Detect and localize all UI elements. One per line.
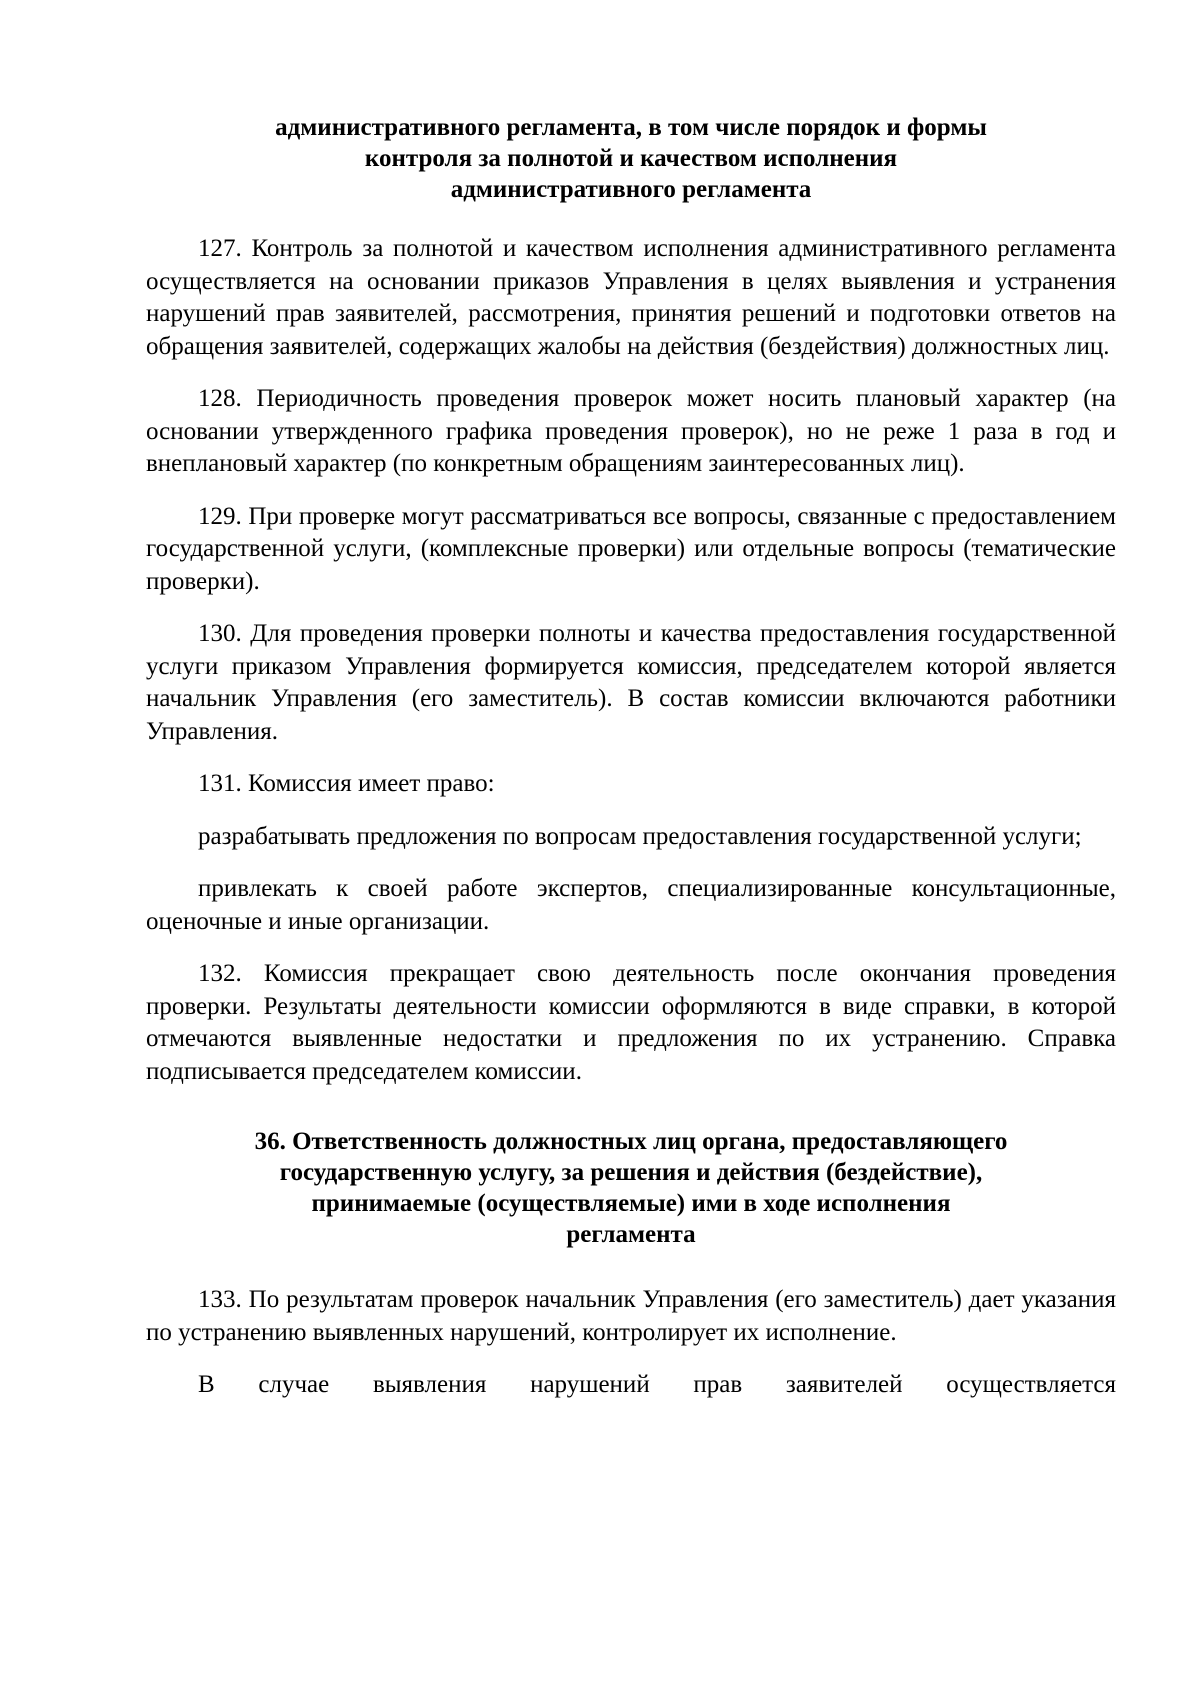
paragraph-129: 129. При проверке могут рассматриваться все вопросы, связанные с предоставлением государственной услуги, (комплексные проверки) или отдельные вопросы (тематические проверки). — [146, 502, 1116, 595]
paragraph-133-continued: В случае выявления нарушений прав заявителей осуществляется — [198, 1371, 1116, 1398]
heading-line: государственную услугу, за решения и действия (бездействие), — [279, 1159, 983, 1186]
paragraph-128: 128. Периодичность проведения проверок может носить плановый характер (на основании утвержденного графика проведения проверок), но не реже 1 раза в год и внеплановый характер (по конкретным обращениям заинтересованных лиц). — [146, 385, 1116, 477]
heading-line: административного регламента, в том числе порядок и формы — [275, 114, 987, 141]
heading-line: контроля за полнотой и качеством исполнения — [364, 145, 898, 172]
paragraph-131: 131. Комиссия имеет право: — [198, 770, 495, 797]
heading-line: административного регламента — [450, 176, 812, 203]
paragraph-131-item-1: разрабатывать предложения по вопросам предоставления государственной услуги; — [198, 822, 1082, 850]
paragraph-130: 130. Для проведения проверки полноты и качества предоставления государственной услуги приказом Управления формируется комиссия, председателем которой является начальник Управления (его заместитель). В состав комиссии включаются работники Управления. — [146, 620, 1116, 745]
paragraph-132: 132. Комиссия прекращает свою деятельность после окончания проведения проверки. Результаты деятельности комиссии оформляются в виде справки, в которой отмечаются выявленные недостатки и предложения по их устранению. Справка подписывается председателем комиссии. — [146, 960, 1116, 1085]
paragraph-127: 127. Контроль за полнотой и качеством исполнения административного регламента осуществляется на основании приказов Управления в целях выявления и устранения нарушений прав заявителей, рассмотрения, принятия решений и подготовки ответов на обращения заявителей, содержащих жалобы на действия (бездействия) должностных лиц. — [146, 235, 1116, 360]
heading-line: 36. Ответственность должностных лиц органа, предоставляющего — [254, 1128, 1008, 1155]
heading-line: принимаемые (осуществляемые) ими в ходе исполнения — [311, 1190, 951, 1217]
heading-line: регламента — [566, 1221, 696, 1248]
paragraph-133: 133. По результатам проверок начальник Управления (его заместитель) дает указания по устранению выявленных нарушений, контролирует их исполнение. — [146, 1286, 1116, 1346]
section-heading-36 — [146, 1126, 1116, 1250]
paragraph-131-item-2: привлекать к своей работе экспертов, специализированные консультационные, оценочные и иные организации. — [146, 875, 1116, 935]
section-heading-top — [146, 112, 1116, 205]
